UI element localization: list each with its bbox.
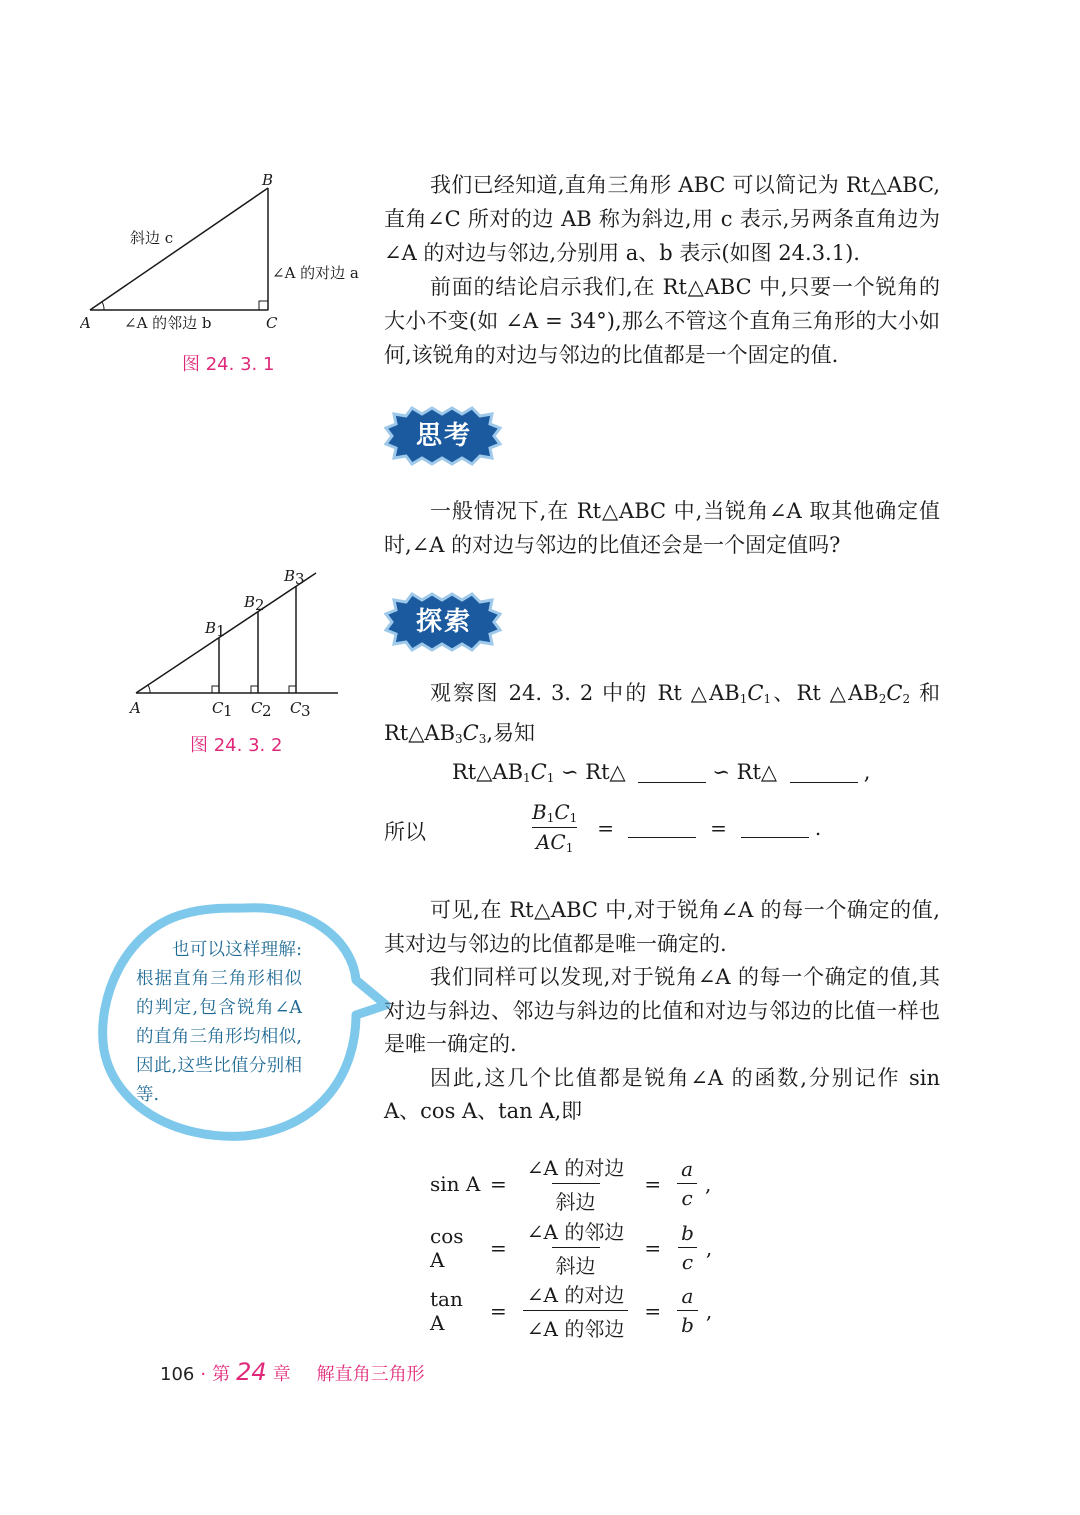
adjacent-side-label: ∠A 的邻边 b [124,314,212,332]
subscript-3: 3 [295,570,305,588]
subscript-2: 2 [255,596,265,614]
think-badge-label: 思考 [415,421,472,451]
function-name: sin A [430,1171,481,1196]
ratio-line: $\frac{B_1C_1}{AC_1}$ = = . [520,800,821,855]
vertex-a-label: A [80,314,91,332]
paragraph-7: 因此,这几个比值都是锐角∠A 的函数,分别记作 sin A、cos A、tan A,即 [384,1065,940,1123]
so-label: 所以 [384,820,426,844]
subscript-1: 1 [216,622,226,640]
cos-formula: cos A = $\frac{\text{∠A 的邻边}}{\text{斜边}}$ = $\frac{b}{c}$ , [430,1220,713,1278]
paragraph-1: 我们已经知道,直角三角形 ABC 可以简记为 Rt△ABC,直角∠C 所对的边 AB 称为斜边,用 c 表示,另两条直角边为∠A 的对边与邻边,分别用 a、b 表示(如图 24.3.1). [384,173,940,265]
explore-badge-label: 探索 [415,607,472,637]
sin-formula: sin A = $\frac{\text{∠A 的对边}}{\text{斜边}}$ = $\frac{a}{c}$ , [430,1156,712,1214]
paragraph-2: 前面的结论启示我们,在 Rt△ABC 中,只要一个锐角的大小不变(如 ∠A = 34°),那么不管这个直角三角形的大小如何,该锐角的对边与邻边的比值都是一个固定的值. [384,275,940,367]
conclusion-paragraphs [384,894,940,1129]
observe-paragraph [384,676,940,756]
paragraph-5: 可见,在 Rt△ABC 中,对于锐角∠A 的每一个确定的值,其对边与邻边的比值都是唯一确定的. [384,898,940,956]
vertex-c3-label: C [290,699,302,717]
think-badge [384,406,504,466]
vertex-b1-label: B [205,619,217,637]
function-name: cos A [430,1223,464,1272]
figure-1-caption: 图 24. 3. 1 [182,354,275,375]
hypotenuse-label: 斜边 c [130,229,174,247]
fill-blank[interactable] [628,817,696,838]
paragraph-6: 我们同样可以发现,对于锐角∠A 的每一个确定的值,其对边与斜边、邻边与斜边的比值和对边与邻边的比值一样也是唯一确定的. [384,965,940,1056]
chapter-title: 解直角三角形 [316,1364,425,1385]
function-name: tan A [430,1286,463,1335]
bubble-text: 也可以这样理解:根据直角三角形相似的判定,包含锐角∠A 的直角三角形均相似,因此,这些比值分别相等. [136,940,302,1105]
fill-blank[interactable] [741,817,809,838]
page-number: 106 [160,1364,195,1385]
think-paragraph [384,494,940,562]
vertex-b3-label: B [284,567,296,585]
vertex-c1-label: C [212,699,224,717]
paragraph-4: 观察图 24. 3. 2 中的 Rt $\triangle AB_1C_1$、Rt $\triangle AB_2C_2$ 和 $Rt\triangle AB_3C_3$,易知 [384,681,940,746]
tan-formula: tan A = $\frac{\text{∠A 的对边}}{\text{∠A 的邻边}}$ = $\frac{a}{b}$ , [430,1283,713,1341]
intro-paragraphs [384,168,940,372]
explore-badge [384,592,504,652]
vertex-c-label: C [266,314,278,332]
chapter-number: 24 [236,1358,267,1386]
subscript-1: 1 [223,702,233,720]
vertex-c2-label: C [251,699,263,717]
vertex-b2-label: B [244,593,256,611]
paragraph-3: 一般情况下,在 Rt△ABC 中,当锐角∠A 取其他确定值时,∠A 的对边与邻边的比值还会是一个固定值吗? [384,499,940,557]
ratio-fraction: $\frac{B_1C_1}{AC_1}$ [532,800,578,855]
fill-blank[interactable] [790,762,858,783]
page-footer: 106 · 第 24 章 解直角三角形 [160,1358,425,1386]
fill-blank[interactable] [638,762,706,783]
vertex-b-label: B [262,171,274,189]
figure-24-3-2 [128,565,348,725]
similarity-line: $Rt\triangle AB_1C_1$ ∽ Rt△ ∽ Rt△ , [452,760,871,785]
opposite-side-label: ∠A 的对边 a [272,264,359,282]
subscript-3: 3 [301,702,311,720]
figure-2-caption: 图 24. 3. 2 [190,735,283,756]
vertex-a-label: A [130,699,141,717]
figure-24-3-1 [80,168,380,338]
subscript-2: 2 [262,702,272,720]
